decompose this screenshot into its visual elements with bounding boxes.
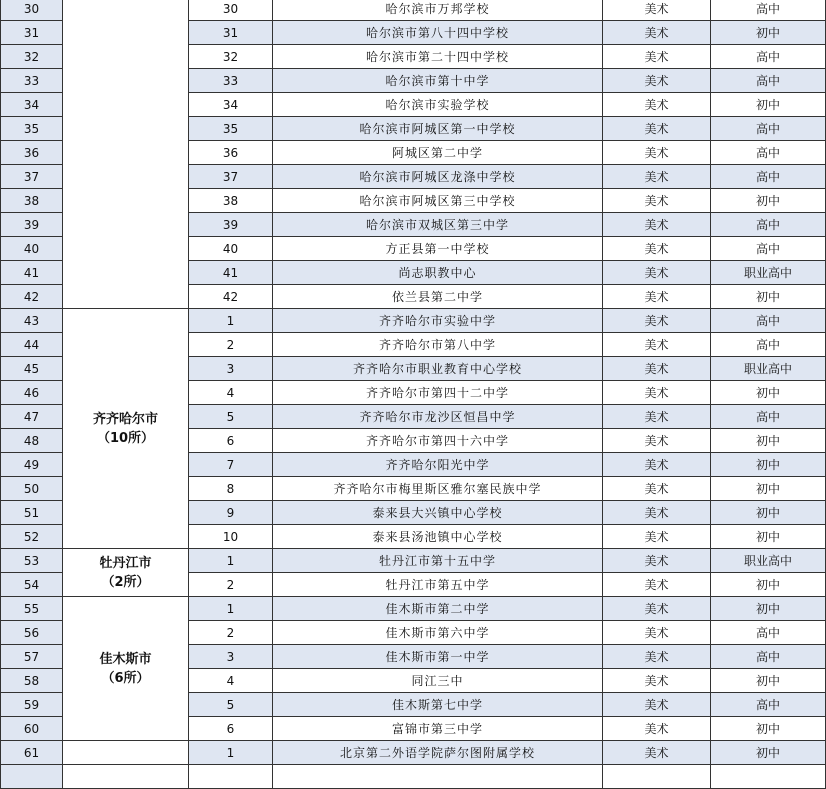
school-name-cell: 依兰县第二中学 — [273, 285, 603, 309]
school-level-cell: 高中 — [711, 645, 826, 669]
school-level-cell: 初中 — [711, 717, 826, 741]
table-body — [1, 0, 826, 789]
subject-cell: 美术 — [603, 405, 711, 429]
school-level-cell: 高中 — [711, 165, 826, 189]
school-name-cell: 哈尔滨市实验学校 — [273, 93, 603, 117]
city-row-number-cell: 2 — [189, 573, 273, 597]
school-name-cell: 齐齐哈尔市第八中学 — [273, 333, 603, 357]
school-level-cell: 高中 — [711, 141, 826, 165]
school-name-cell: 齐齐哈尔阳光中学 — [273, 453, 603, 477]
subject-cell: 美术 — [603, 669, 711, 693]
city-row-number-cell: 37 — [189, 165, 273, 189]
row-number-cell: 31 — [1, 21, 63, 45]
subject-cell: 美术 — [603, 93, 711, 117]
subject-cell: 美术 — [603, 213, 711, 237]
subject-cell: 美术 — [603, 741, 711, 765]
row-number-cell — [1, 765, 63, 789]
school-name-cell: 阿城区第二中学 — [273, 141, 603, 165]
school-name-cell: 佳木斯市第六中学 — [273, 621, 603, 645]
subject-cell: 美术 — [603, 549, 711, 573]
row-number-cell: 61 — [1, 741, 63, 765]
school-name-cell: 齐齐哈尔市职业教育中心学校 — [273, 357, 603, 381]
school-name-cell: 哈尔滨市第八十四中学校 — [273, 21, 603, 45]
subject-cell: 美术 — [603, 429, 711, 453]
school-name-cell: 佳木斯市第二中学 — [273, 597, 603, 621]
row-number-cell: 33 — [1, 69, 63, 93]
city-row-number-cell: 2 — [189, 333, 273, 357]
school-name-cell: 哈尔滨市万邦学校 — [273, 0, 603, 21]
school-level-cell: 初中 — [711, 525, 826, 549]
row-number-cell: 30 — [1, 0, 63, 21]
school-level-cell: 初中 — [711, 21, 826, 45]
row-number-cell: 43 — [1, 309, 63, 333]
city-school-count: （6所） — [101, 670, 150, 686]
subject-cell: 美术 — [603, 717, 711, 741]
row-number-cell: 35 — [1, 117, 63, 141]
school-level-cell: 初中 — [711, 189, 826, 213]
row-number-cell: 47 — [1, 405, 63, 429]
subject-cell: 美术 — [603, 381, 711, 405]
city-row-number-cell: 1 — [189, 309, 273, 333]
row-number-cell: 38 — [1, 189, 63, 213]
city-row-number-cell: 1 — [189, 741, 273, 765]
school-name-cell: 佳木斯市第一中学 — [273, 645, 603, 669]
school-name-cell: 齐齐哈尔市第四十六中学 — [273, 429, 603, 453]
subject-cell: 美术 — [603, 333, 711, 357]
city-row-number-cell: 39 — [189, 213, 273, 237]
subject-cell: 美术 — [603, 117, 711, 141]
city-group-cell — [63, 741, 189, 765]
school-name-cell: 哈尔滨市第十中学 — [273, 69, 603, 93]
row-number-cell: 48 — [1, 429, 63, 453]
row-number-cell: 53 — [1, 549, 63, 573]
city-row-number-cell: 5 — [189, 693, 273, 717]
school-name-cell: 牡丹江市第十五中学 — [273, 549, 603, 573]
school-name-cell: 同江三中 — [273, 669, 603, 693]
school-name-cell: 齐齐哈尔市第四十二中学 — [273, 381, 603, 405]
row-number-cell: 57 — [1, 645, 63, 669]
city-row-number-cell: 30 — [189, 0, 273, 21]
school-level-cell: 高中 — [711, 309, 826, 333]
school-level-cell: 初中 — [711, 93, 826, 117]
city-row-number-cell: 8 — [189, 477, 273, 501]
city-school-count: （2所） — [101, 574, 150, 590]
city-row-number-cell: 34 — [189, 93, 273, 117]
row-number-cell: 56 — [1, 621, 63, 645]
school-level-cell: 初中 — [711, 501, 826, 525]
school-name-cell — [273, 765, 603, 789]
city-row-number-cell: 31 — [189, 21, 273, 45]
school-level-cell: 高中 — [711, 333, 826, 357]
row-number-cell: 50 — [1, 477, 63, 501]
school-level-cell: 初中 — [711, 477, 826, 501]
subject-cell: 美术 — [603, 693, 711, 717]
city-row-number-cell: 7 — [189, 453, 273, 477]
city-row-number-cell: 6 — [189, 717, 273, 741]
row-number-cell: 37 — [1, 165, 63, 189]
school-name-cell: 富锦市第三中学 — [273, 717, 603, 741]
city-group-cell — [63, 0, 189, 309]
row-number-cell: 58 — [1, 669, 63, 693]
school-name-cell: 哈尔滨市双城区第三中学 — [273, 213, 603, 237]
school-level-cell: 高中 — [711, 69, 826, 93]
city-row-number-cell: 32 — [189, 45, 273, 69]
school-level-cell: 高中 — [711, 45, 826, 69]
city-row-number-cell: 36 — [189, 141, 273, 165]
subject-cell: 美术 — [603, 285, 711, 309]
school-name-cell: 哈尔滨市第二十四中学校 — [273, 45, 603, 69]
city-row-number-cell: 4 — [189, 381, 273, 405]
table-row — [1, 0, 826, 21]
city-row-number-cell: 41 — [189, 261, 273, 285]
row-number-cell: 60 — [1, 717, 63, 741]
city-row-number-cell: 4 — [189, 669, 273, 693]
city-row-number-cell: 3 — [189, 357, 273, 381]
school-level-cell: 职业高中 — [711, 549, 826, 573]
school-level-cell: 高中 — [711, 213, 826, 237]
row-number-cell: 39 — [1, 213, 63, 237]
row-number-cell: 52 — [1, 525, 63, 549]
city-row-number-cell: 35 — [189, 117, 273, 141]
row-number-cell: 49 — [1, 453, 63, 477]
city-group-cell — [63, 549, 189, 597]
school-name-cell: 哈尔滨市阿城区龙涤中学校 — [273, 165, 603, 189]
row-number-cell: 55 — [1, 597, 63, 621]
school-name-cell: 佳木斯第七中学 — [273, 693, 603, 717]
subject-cell: 美术 — [603, 21, 711, 45]
city-row-number-cell: 6 — [189, 429, 273, 453]
subject-cell: 美术 — [603, 309, 711, 333]
subject-cell: 美术 — [603, 189, 711, 213]
subject-cell: 美术 — [603, 645, 711, 669]
row-number-cell: 32 — [1, 45, 63, 69]
school-name-cell: 哈尔滨市阿城区第三中学校 — [273, 189, 603, 213]
subject-cell: 美术 — [603, 261, 711, 285]
school-name-cell: 牡丹江市第五中学 — [273, 573, 603, 597]
row-number-cell: 41 — [1, 261, 63, 285]
school-level-cell: 初中 — [711, 429, 826, 453]
row-number-cell: 44 — [1, 333, 63, 357]
city-group-cell — [63, 765, 189, 789]
school-name-cell: 齐齐哈尔市梅里斯区雅尔塞民族中学 — [273, 477, 603, 501]
subject-cell: 美术 — [603, 525, 711, 549]
school-name-cell: 泰来县汤池镇中心学校 — [273, 525, 603, 549]
city-group-cell — [63, 597, 189, 741]
subject-cell: 美术 — [603, 573, 711, 597]
row-number-cell: 40 — [1, 237, 63, 261]
city-school-count: （10所） — [96, 430, 155, 446]
school-level-cell: 初中 — [711, 573, 826, 597]
table-row — [1, 597, 826, 621]
school-level-cell: 初中 — [711, 453, 826, 477]
subject-cell: 美术 — [603, 69, 711, 93]
subject-cell: 美术 — [603, 0, 711, 21]
city-row-number-cell: 9 — [189, 501, 273, 525]
row-number-cell: 59 — [1, 693, 63, 717]
school-level-cell: 高中 — [711, 117, 826, 141]
city-row-number-cell — [189, 765, 273, 789]
school-level-cell: 职业高中 — [711, 261, 826, 285]
row-number-cell: 45 — [1, 357, 63, 381]
subject-cell: 美术 — [603, 597, 711, 621]
table-row — [1, 549, 826, 573]
subject-cell: 美术 — [603, 165, 711, 189]
school-level-cell: 初中 — [711, 597, 826, 621]
school-level-cell: 高中 — [711, 693, 826, 717]
school-name-cell: 尚志职教中心 — [273, 261, 603, 285]
subject-cell: 美术 — [603, 501, 711, 525]
city-row-number-cell: 40 — [189, 237, 273, 261]
row-number-cell: 34 — [1, 93, 63, 117]
city-row-number-cell: 1 — [189, 597, 273, 621]
city-group-cell — [63, 309, 189, 549]
table-row — [1, 741, 826, 765]
subject-cell: 美术 — [603, 141, 711, 165]
school-level-cell — [711, 765, 826, 789]
city-row-number-cell: 2 — [189, 621, 273, 645]
school-name-cell: 泰来县大兴镇中心学校 — [273, 501, 603, 525]
city-row-number-cell: 3 — [189, 645, 273, 669]
row-number-cell: 42 — [1, 285, 63, 309]
subject-cell: 美术 — [603, 621, 711, 645]
city-name: 佳木斯市 — [99, 651, 152, 667]
school-level-cell: 高中 — [711, 405, 826, 429]
city-name: 牡丹江市 — [99, 555, 152, 571]
city-name: 齐齐哈尔市 — [92, 411, 158, 427]
row-number-cell: 51 — [1, 501, 63, 525]
subject-cell: 美术 — [603, 237, 711, 261]
city-row-number-cell: 42 — [189, 285, 273, 309]
school-level-cell: 高中 — [711, 0, 826, 21]
subject-cell: 美术 — [603, 45, 711, 69]
city-row-number-cell: 5 — [189, 405, 273, 429]
city-row-number-cell: 38 — [189, 189, 273, 213]
school-level-cell: 职业高中 — [711, 357, 826, 381]
row-number-cell: 36 — [1, 141, 63, 165]
table-row — [1, 309, 826, 333]
table-row — [1, 765, 826, 789]
city-row-number-cell: 33 — [189, 69, 273, 93]
city-row-number-cell: 1 — [189, 549, 273, 573]
school-name-cell: 齐齐哈尔市实验中学 — [273, 309, 603, 333]
row-number-cell: 54 — [1, 573, 63, 597]
school-level-cell: 初中 — [711, 741, 826, 765]
school-name-cell: 北京第二外语学院萨尔图附属学校 — [273, 741, 603, 765]
city-row-number-cell: 10 — [189, 525, 273, 549]
subject-cell: 美术 — [603, 357, 711, 381]
subject-cell — [603, 765, 711, 789]
school-level-cell: 高中 — [711, 237, 826, 261]
subject-cell: 美术 — [603, 453, 711, 477]
school-level-cell: 初中 — [711, 381, 826, 405]
row-number-cell: 46 — [1, 381, 63, 405]
school-level-cell: 高中 — [711, 621, 826, 645]
school-level-cell: 初中 — [711, 669, 826, 693]
school-name-cell: 哈尔滨市阿城区第一中学校 — [273, 117, 603, 141]
school-level-cell: 初中 — [711, 285, 826, 309]
school-name-cell: 齐齐哈尔市龙沙区恒昌中学 — [273, 405, 603, 429]
school-name-cell: 方正县第一中学校 — [273, 237, 603, 261]
subject-cell: 美术 — [603, 477, 711, 501]
